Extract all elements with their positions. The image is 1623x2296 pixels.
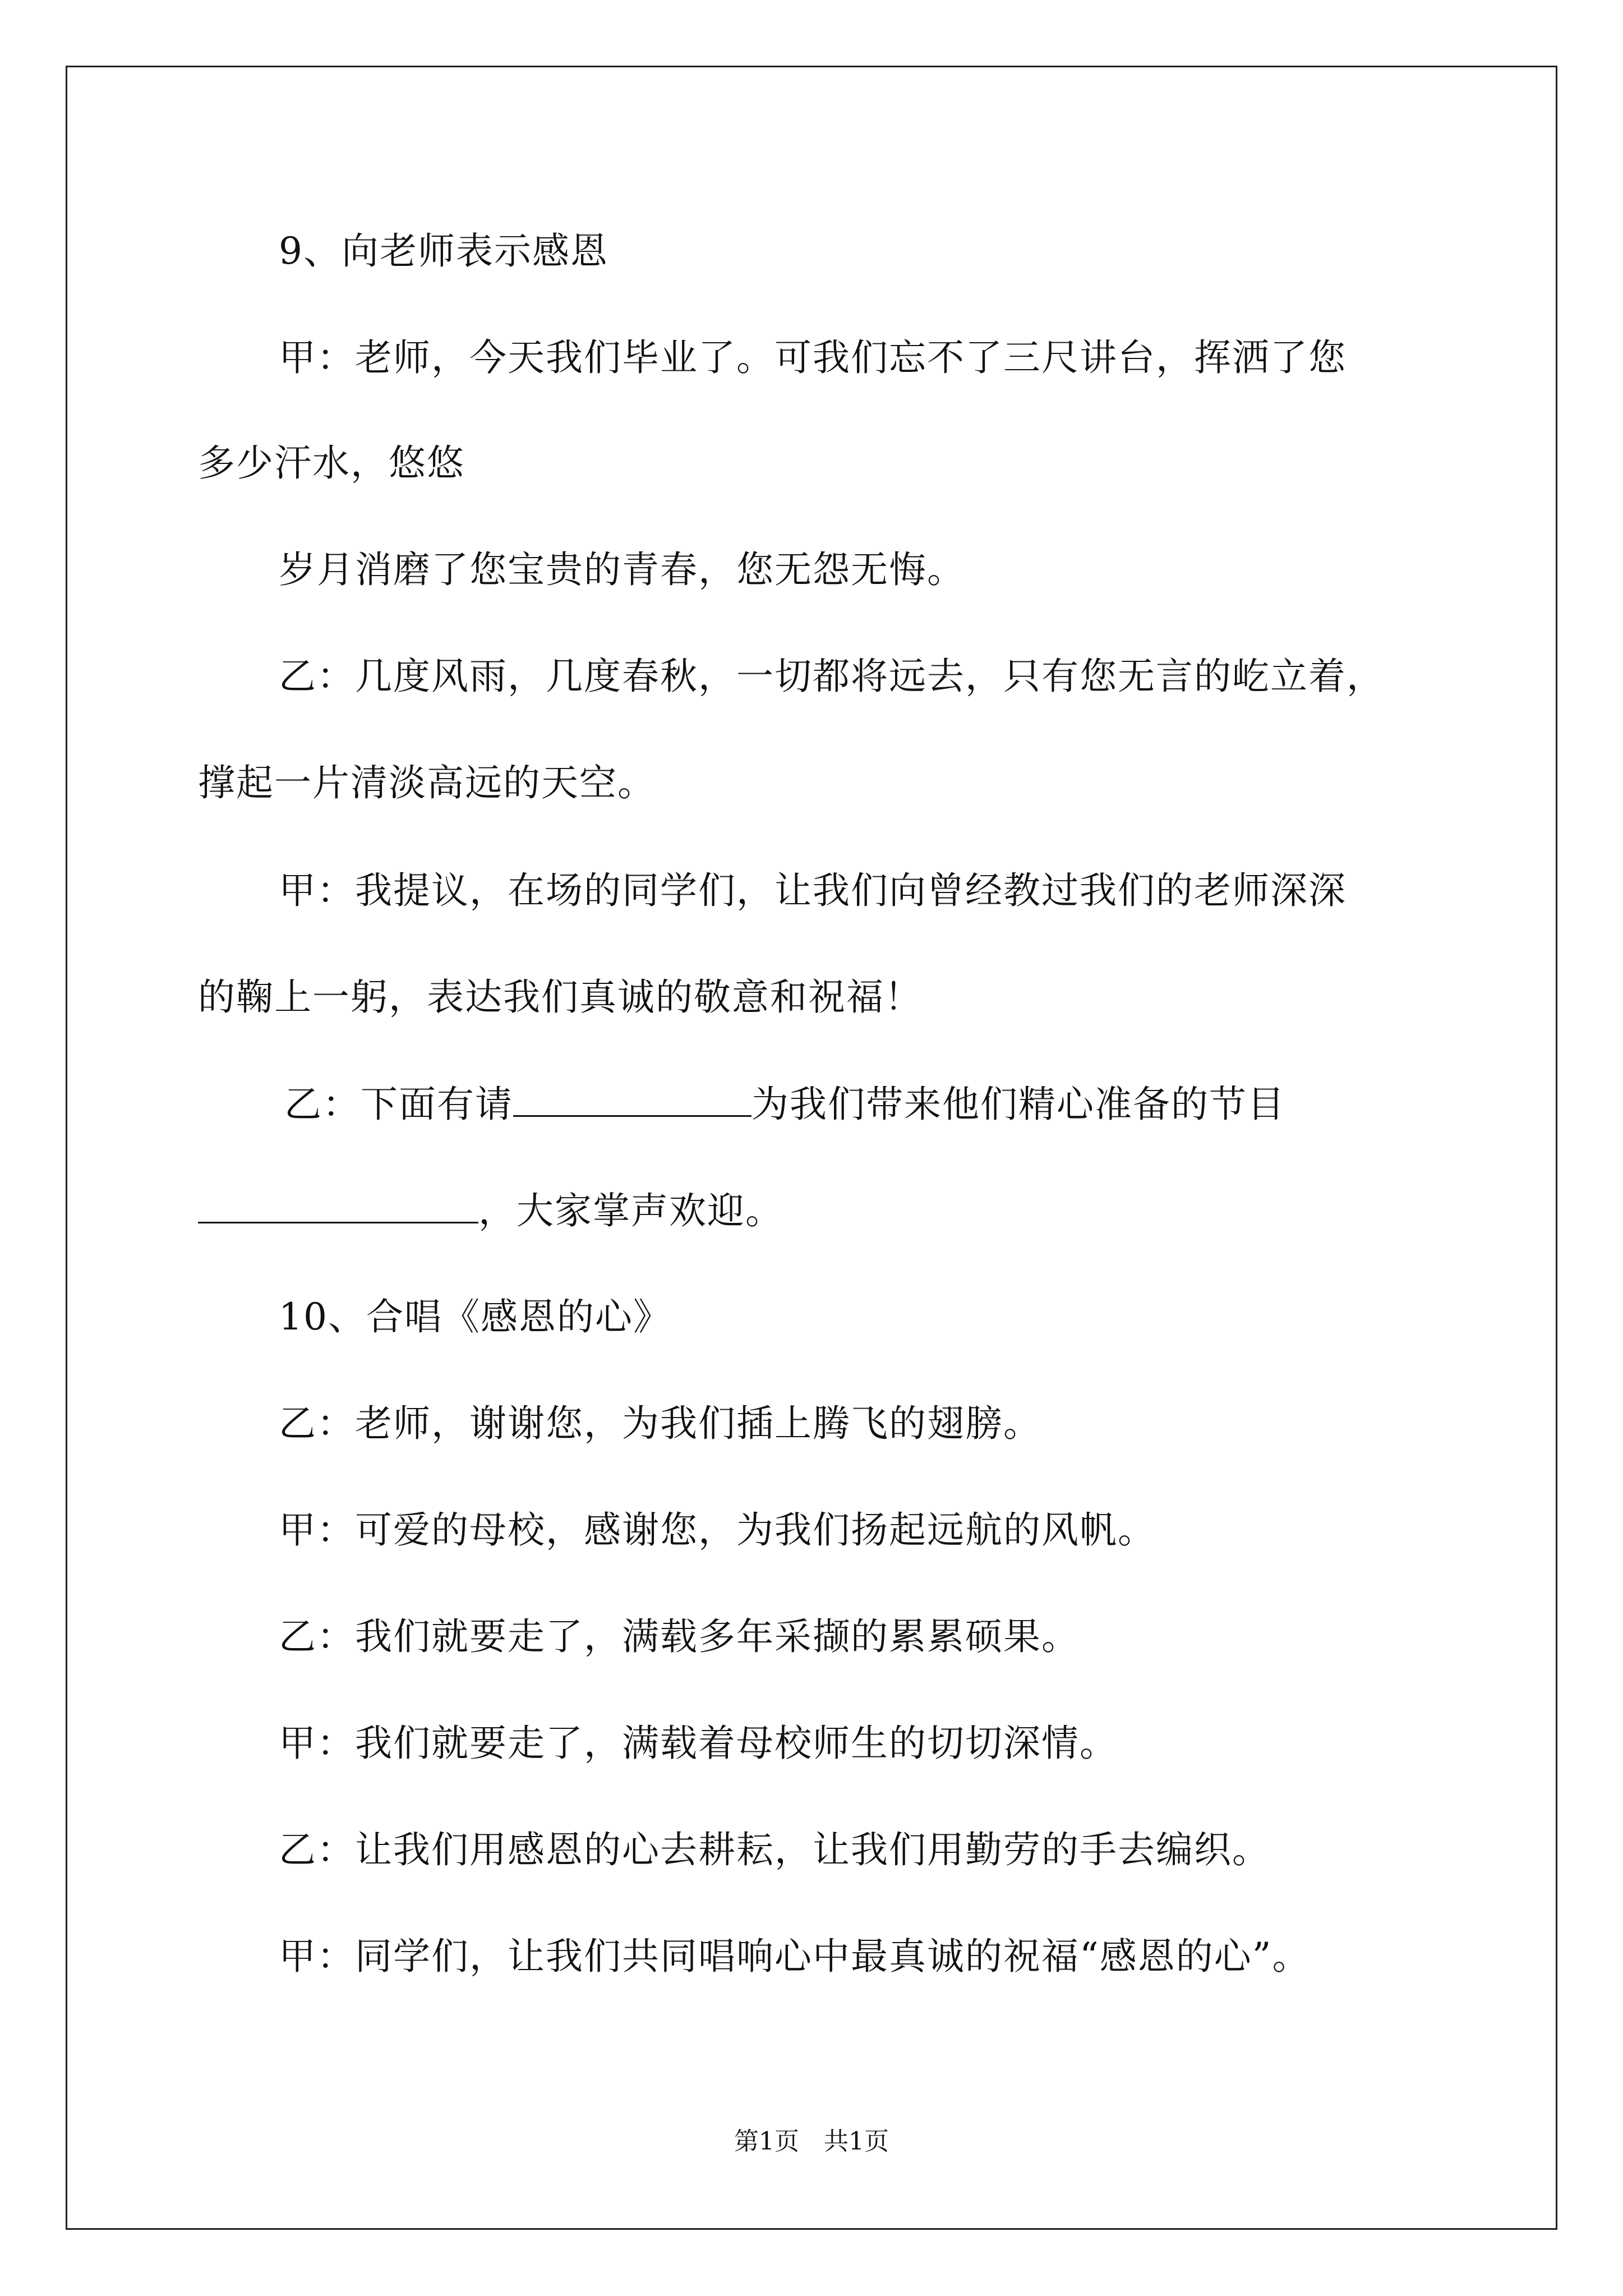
blank-performer (513, 1082, 751, 1117)
section-heading-10: 10、合唱《感恩的心》 (279, 1295, 671, 1338)
invite-prefix: 乙：下面有请 (284, 1083, 513, 1126)
paragraph-line: 甲：我提议，在场的同学们，让我们向曾经教过我们的老师深深 (279, 869, 1347, 912)
dialogue-line: 乙：让我们用感恩的心去耕耘，让我们用勤劳的手去编织。 (279, 1828, 1270, 1871)
page-border (66, 66, 1557, 2230)
page-footer (0, 2126, 1623, 2157)
paragraph-line: 岁月消磨了您宝贵的青春，您无怨无悔。 (279, 548, 965, 591)
blank-program (198, 1188, 478, 1223)
paragraph-line: 多少汗水，悠悠 (198, 441, 465, 485)
page-number: 第1页 (734, 2127, 799, 2156)
dialogue-line: 甲：我们就要走了，满载着母校师生的切切深情。 (279, 1722, 1118, 1765)
paragraph-line: 乙：几度风雨，几度春秋，一切都将远去，只有您无言的屹立着， (279, 655, 1385, 698)
paragraph-line: 撑起一片清淡高远的天空。 (198, 761, 656, 804)
dialogue-line: 甲：同学们，让我们共同唱响心中最真诚的祝福“感恩的心”。 (279, 1935, 1311, 1978)
invite-middle: 为我们带来他们精心准备的节目 (751, 1083, 1285, 1126)
invite-line (284, 1082, 1285, 1127)
paragraph-line: 甲：老师，今天我们毕业了。可我们忘不了三尺讲台，挥洒了您 (279, 336, 1347, 379)
dialogue-line: 甲：可爱的母校，感谢您，为我们扬起远航的风帆。 (279, 1508, 1156, 1552)
dialogue-line: 乙：我们就要走了，满载多年采撷的累累硕果。 (279, 1615, 1080, 1658)
page-total: 共1页 (824, 2127, 889, 2156)
paragraph-line: 的鞠上一躬，表达我们真诚的敬意和祝福！ (198, 976, 923, 1019)
dialogue-line: 乙：老师，谢谢您，为我们插上腾飞的翅膀。 (279, 1402, 1041, 1445)
invite-suffix: ，大家掌声欢迎。 (478, 1189, 783, 1232)
section-heading-9: 9、向老师表示感恩 (279, 229, 608, 273)
invite-line-2 (198, 1188, 783, 1234)
